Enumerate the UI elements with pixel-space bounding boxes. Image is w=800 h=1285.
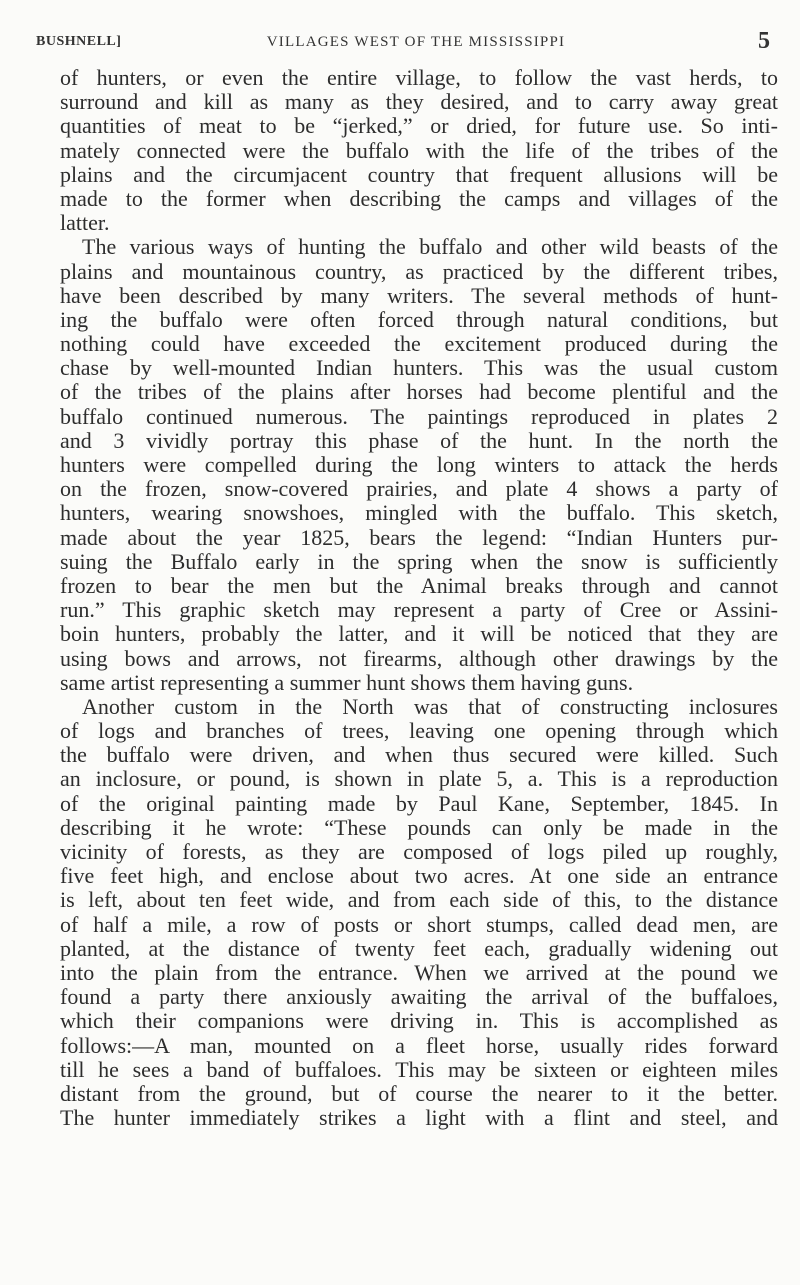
text-line: boin hunters, probably the latter, and it will be noticed that they are [60, 622, 778, 647]
text-line: plains and the circumjacent country that frequent allusions will be [60, 162, 778, 187]
text-line: distant from the ground, but of course the nearer to it the better. [60, 1081, 778, 1106]
text-line: of hunters, or even the entire village, to follow the vast herds, to [60, 66, 778, 90]
text-line: of the tribes of the plains after horses had become plentiful and the [60, 380, 778, 405]
text-line: hunters, wearing snowshoes, mingled with the buffalo. This sketch, [60, 501, 778, 526]
text-line: planted, at the distance of twenty feet each, gradually widening out [60, 936, 778, 961]
text-line: nothing could have exceeded the excitement produced during the [60, 332, 778, 357]
text-line: plains and mountainous country, as practiced by the different tribes, [60, 259, 778, 284]
text-line: which their companions were driving in. This is accomplished as [60, 1009, 778, 1034]
running-head-author: BUSHNELL] [36, 34, 122, 49]
body-text [60, 66, 778, 1130]
running-head-title: VILLAGES WEST OF THE MISSISSIPPI [266, 34, 566, 50]
text-line: of half a mile, a row of posts or short stumps, called dead men, are [60, 912, 778, 937]
text-line: of the original painting made by Paul Kane, September, 1845. In [60, 791, 778, 816]
text-line: Another custom in the North was that of constructing inclosures [82, 694, 778, 719]
text-line: quantities of meat to be “jerked,” or dried, for future use. So inti- [60, 114, 778, 139]
text-line: till he sees a band of buffaloes. This may be sixteen or eighteen miles [60, 1057, 778, 1082]
text-line: suing the Buffalo early in the spring when the snow is sufficiently [60, 549, 778, 574]
text-line: found a party there anxiously awaiting the arrival of the buffaloes, [60, 985, 778, 1010]
text-line: describing it he wrote: “These pounds can only be made in the [60, 815, 778, 840]
text-line: into the plain from the entrance. When we arrived at the pound we [60, 960, 778, 985]
text-line: on the frozen, snow-covered prairies, and plate 4 shows a party of [60, 477, 778, 502]
text-line: using bows and arrows, not firearms, although other drawings by the [60, 646, 778, 671]
text-line: made to the former when describing the camps and villages of the [60, 186, 778, 211]
text-line: and 3 vividly portray this phase of the hunt. In the north the [60, 428, 778, 453]
text-line: made about the year 1825, bears the legend: “Indian Hunters pur- [60, 525, 778, 550]
text-line: an inclosure, or pound, is shown in plate 5, a. This is a reproduction [60, 767, 778, 792]
text-line: ing the buffalo were often forced through natural conditions, but [60, 307, 778, 332]
text-line: follows:—A man, mounted on a fleet horse, usually rides forward [60, 1033, 778, 1058]
text-line: buffalo continued numerous. The paintings reproduced in plates 2 [60, 404, 778, 429]
text-line: run.” This graphic sketch may represent a party of Cree or Assini- [60, 598, 778, 623]
text-line: The various ways of hunting the buffalo and other wild beasts of the [82, 235, 778, 260]
text-line: the buffalo were driven, and when thus secured were killed. Such [60, 743, 778, 768]
text-line: mately connected were the buffalo with the life of the tribes of the [60, 138, 778, 163]
page-number: 5 [758, 28, 770, 54]
text-line: latter. [60, 211, 110, 236]
text-line: hunters were compelled during the long winters to attack the herds [60, 453, 778, 477]
running-head [36, 28, 770, 62]
text-line: chase by well-mounted Indian hunters. This was the usual custom [60, 356, 778, 381]
text-line: five feet high, and enclose about two acres. At one side an entrance [60, 864, 778, 889]
text-line: surround and kill as many as they desired, and to carry away great [60, 90, 778, 115]
text-line: frozen to bear the men but the Animal breaks through and cannot [60, 573, 778, 598]
text-line: same artist representing a summer hunt shows them having guns. [60, 670, 634, 695]
text-line: have been described by many writers. The several methods of hunt- [60, 283, 778, 308]
text-line: of logs and branches of trees, leaving one opening through which [60, 719, 778, 744]
text-line: is left, about ten feet wide, and from each side of this, to the distance [60, 888, 778, 913]
text-line: vicinity of forests, as they are composed of logs piled up roughly, [60, 840, 778, 864]
text-line: The hunter immediately strikes a light with a flint and steel, and [60, 1106, 778, 1131]
